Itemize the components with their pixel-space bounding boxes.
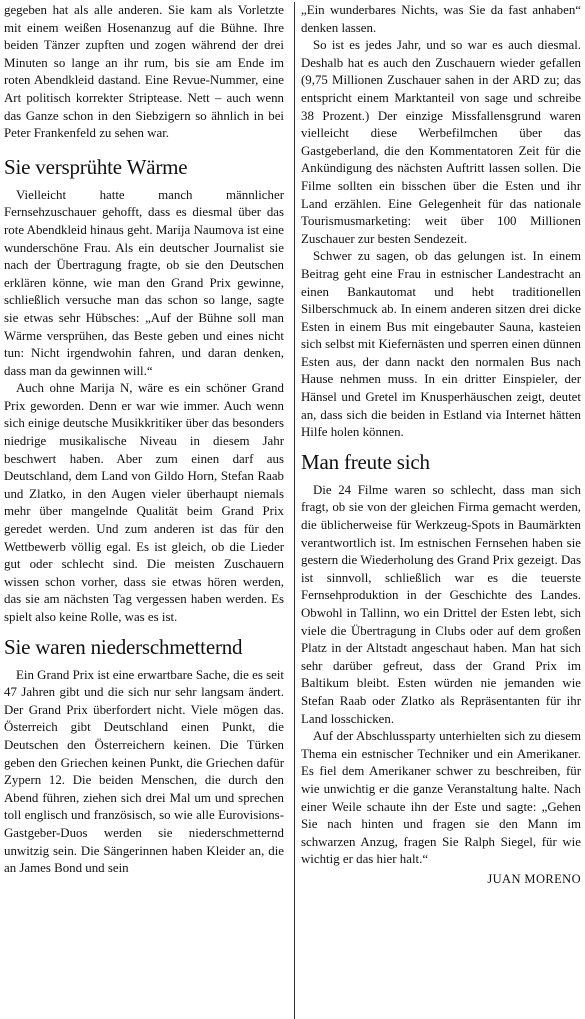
paragraph: Auch ohne Marija N, wäre es ein schöner Grand Prix geworden. Denn er war wie immer. Auch wenn sich einige deutsche Musikkritiker über das besonders niedrige musikalische Niveau in diesem Jahr beschwert haben. Aber zum einen darf aus Deutschland, dem Land von Gildo Horn, Stefan Raab und Zlatko, in den Augen vieler überhaupt niemals mehr über mangelnde Qualität beim Grand Prix geredet werden. Und zum anderen ist das für den Wettbewerb völlig egal. Es ist gleich, ob die Lieder gut oder schlecht sind. Die meisten Zuschauern wissen schon vorher, dass sie etwas hören werden, das sie am nächsten Tag vergessen haben werden. Es spielt also keine Rolle, was es ist. xyxy=(4,381,284,624)
paragraph: So ist es jedes Jahr, und so war es auch diesmal. Deshalb hat es auch den Zuschauern wieder gefallen (9,75 Millionen Zuschauer sahen in der ARD zu; das entspricht einem Marktanteil von sage und schreibe 38 Prozent.) Der einzige Missfallensgrund waren vielleicht diese Werbefilmchen über das Gastgeberland, die den Kommentatoren Zeit für die Ankündigung des nächsten Auftritt lassen sollen. Die Filme sollten ein bisschen über die Esten und ihr Land erzählen. Eine Gelegenheit für das nationale Tourismusmarketing: weit über 100 Millionen Zuschauer zur besten Sendezeit. xyxy=(301,38,581,246)
author-byline: JUAN MORENO xyxy=(487,871,581,886)
subheading: Man freute sich xyxy=(301,449,430,474)
paragraph: Schwer zu sagen, ob das gelungen ist. In einem Beitrag geht eine Frau in estnischer Landestracht an einen Bankautomat und hebt traditionellen Silberschmuck ab. In einem anderen sitzen drei dicke Esten in einem Bus mit eingebauter Sauna, kasteien sich selbst mit Kiefernästen und sperren einen dünnen Esten aus, der dann nackt den normalen Bus nach Hause nehmen muss. In ein dritter Einspieler, der Hänsel und Gretel im Knusperhäuschen zeigt, deutet an, dass sich die beiden in Estland via Internet hätten Hilfe holen können. xyxy=(301,249,581,440)
subheading: Sie waren niederschmetternd xyxy=(4,634,243,659)
article-column-left xyxy=(4,2,284,1019)
paragraph: „Ein wunderbares Nichts, was Sie da fast anhaben“ denken lassen. xyxy=(301,3,581,35)
paragraph: Die 24 Filme waren so schlecht, dass man sich fragt, ob sie von der gleichen Firma gemacht werden, die üblicherweise für Werkzeug-Spots in Baumärkten verantwortlich ist. Im estnischen Fernsehen haben sie gestern die Wiederholung des Grand Prix gezeigt. Das ist sinnvoll, schließlich war es die teuerste Fernsehproduktion in der Geschichte des Landes. Obwohl in Tallinn, wo ein Drittel der Esten lebt, sich viele die Übertragung in Clubs oder auf dem großen Platz in der Altstadt angeschaut haben. Man hat sich sehr darüber gefreut, dass der Grand Prix im Baltikum bleibt. Esten würden nie jemanden wie Stefan Raab oder Zlatko als Repräsentanten für ihr Land losschicken. xyxy=(301,482,581,726)
article-column-right xyxy=(294,2,581,1019)
subheading: Sie versprühte Wärme xyxy=(4,154,188,179)
paragraph: gegeben hat als alle anderen. Sie kam als Vorletzte mit einem weißen Hosenanzug auf die Bühne. Ihre beiden Tänzer zupften und zogen während der drei Minuten so lange an ihr rum, bis sie am Ende im roten Abendkleid dastand. Eine Revue-Nummer, eine Art politisch korrekter Striptease. Nett – auch wenn das Ganze schon in den Siebzigern so ähnlich in bei Peter Frankenfeld zu sehen war. xyxy=(4,3,284,141)
paragraph: Vielleicht hatte manch männlicher Fernsehzuschauer gehofft, dass es diesmal über das rote Abendkleid hinaus geht. Marija Naumova ist eine wunderschöne Frau. Als ein deutscher Journalist sie nach der Übertragung fragte, ob sie den Deutschen erklären könne, wie man den Grand Prix gewinne, schließlich versuche man das schon so lange, sagte sie etwas sehr Hübsches: „Auf der Bühne soll man Wärme versprühen, das Beste geben und eines nicht tun: Nicht irgendwohin fahren, und daran denken, dass man da gewinnen will.“ xyxy=(4,187,284,378)
paragraph: Auf der Abschlussparty unterhielten sich zu diesem Thema ein estnischer Techniker und ein Amerikaner. Es fiel dem Amerikaner schwer zu beschreiben, für wie unwichtig er die ganze Veranstaltung halte. Nach einer Weile schaute ihn der Este und sagte: „Gehen Sie nach hinten und fragen sie den Mann im schwarzen Anzug, fragen Sie Ralph Siegel, für wie wichtig er das hier halt.“ xyxy=(301,729,581,867)
paragraph: Ein Grand Prix ist eine erwartbare Sache, die es seit 47 Jahren gibt und die sich nur sehr langsam ändert. Der Grand Prix überfordert nicht. Viele mögen das. Österreich gibt Deutschland einen Punkt, die Deutschen den Österreichern keinen. Die Türken geben den Griechen keinen Punkt, die Griechen dafür Zypern 12. Die beiden Menschen, die durch den Abend führen, ziehen sich drei Mal um und sprechen toll englisch und französisch, so wie alle Eurovisions-Gastgeber-Duos werden sie niederschmetternd unwitzig sein. Die Sängerinnen haben Kleider an, die an James Bond und sein xyxy=(4,667,284,876)
